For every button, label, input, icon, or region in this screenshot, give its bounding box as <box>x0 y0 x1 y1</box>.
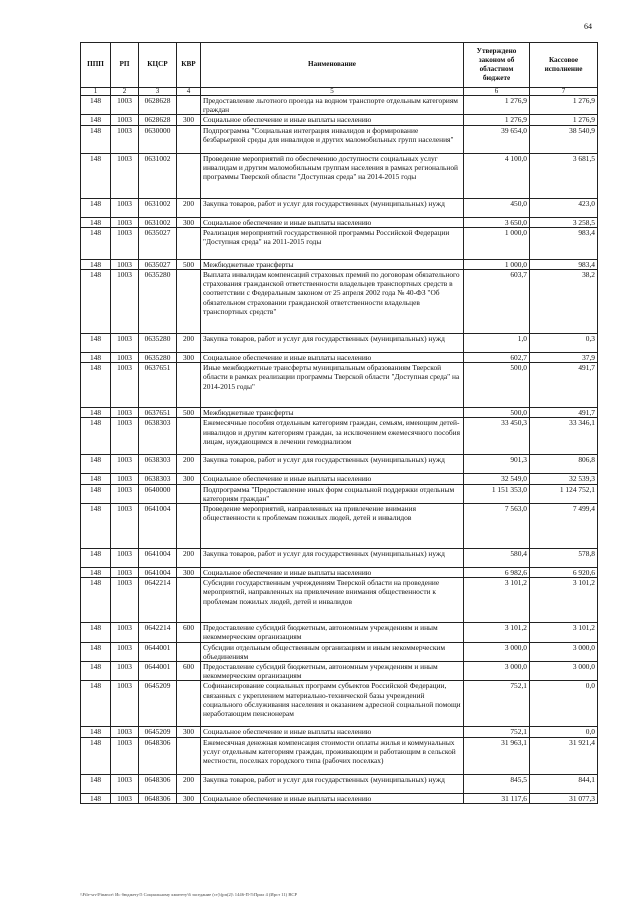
file-path-footer: \\File-srv\Finance\ Ис бюджету\5 Социальному кмитету\6 заседание (ст)\(рп(2)\ 1446-П-5\Прил 4 (Ирст 11) ВСР <box>80 892 298 897</box>
cell-kcsr: 0640000 <box>139 484 177 503</box>
cell-rp: 1003 <box>111 455 139 474</box>
budget-table <box>80 42 598 804</box>
cell-rp: 1003 <box>111 418 139 455</box>
cell-kcsr: 0637651 <box>139 363 177 408</box>
cell-kcsr: 0628628 <box>139 115 177 125</box>
cell-name: Социальное обеспечение и иные выплаты населению <box>201 568 464 578</box>
table-row <box>81 737 598 774</box>
cell-approved: 603,7 <box>464 270 530 334</box>
cell-ppp: 148 <box>81 737 111 774</box>
header-rp: РП <box>111 43 139 88</box>
cell-ppp: 148 <box>81 568 111 578</box>
cell-ppp: 148 <box>81 474 111 484</box>
table-row <box>81 623 598 642</box>
header-name: Наименование <box>201 43 464 88</box>
cell-ppp: 148 <box>81 259 111 269</box>
cell-ppp: 148 <box>81 774 111 793</box>
cell-ppp: 148 <box>81 125 111 153</box>
cell-name: Социальное обеспечение и иные выплаты населению <box>201 727 464 737</box>
cell-cash: 3 101,2 <box>530 578 598 623</box>
cell-cash: 491,7 <box>530 408 598 418</box>
cell-kcsr: 0635280 <box>139 334 177 353</box>
cell-kcsr: 0635027 <box>139 259 177 269</box>
cell-ppp: 148 <box>81 153 111 198</box>
header-kvr: КВР <box>177 43 201 88</box>
table-row <box>81 774 598 793</box>
table-row <box>81 408 598 418</box>
cell-kvr: 300 <box>177 793 201 803</box>
header-approved: Утверждено законом об областном бюджете <box>464 43 530 88</box>
cell-approved: 1,0 <box>464 334 530 353</box>
cell-cash: 31 921,4 <box>530 737 598 774</box>
cell-kcsr: 0637651 <box>139 408 177 418</box>
cell-cash: 578,8 <box>530 549 598 568</box>
column-number: 6 <box>464 88 530 96</box>
cell-approved: 752,1 <box>464 727 530 737</box>
table-row <box>81 455 598 474</box>
table-row <box>81 115 598 125</box>
cell-ppp: 148 <box>81 578 111 623</box>
cell-cash: 7 499,4 <box>530 504 598 549</box>
table-body <box>81 88 598 804</box>
cell-rp: 1003 <box>111 259 139 269</box>
cell-rp: 1003 <box>111 623 139 642</box>
cell-name: Подпрограмма "Предоставление иных форм социальной поддержки отдельным категориям граждан" <box>201 484 464 503</box>
table-row <box>81 198 598 217</box>
cell-name: Иные межбюджетные трансферты муниципальным образованиям Тверской области в рамках реализации программы Тверской области "Доступная среда" на 2014-2015 годы" <box>201 363 464 408</box>
cell-cash: 38,2 <box>530 270 598 334</box>
table-row <box>81 334 598 353</box>
cell-rp: 1003 <box>111 363 139 408</box>
cell-kcsr: 0631002 <box>139 153 177 198</box>
cell-ppp: 148 <box>81 363 111 408</box>
cell-cash: 423,0 <box>530 198 598 217</box>
cell-cash: 3 681,5 <box>530 153 598 198</box>
table-row <box>81 642 598 661</box>
cell-kvr <box>177 96 201 115</box>
table-row <box>81 484 598 503</box>
cell-rp: 1003 <box>111 681 139 727</box>
cell-name: Проведение мероприятий по обеспечению доступности социальных услуг инвалидам и другим маломобильным группам населения в рамках региональной программы Тверской области "Доступная среда" на 2014-2015 годы <box>201 153 464 198</box>
cell-kvr: 200 <box>177 549 201 568</box>
cell-approved: 3 650,0 <box>464 217 530 227</box>
cell-cash: 0,0 <box>530 727 598 737</box>
cell-kvr <box>177 153 201 198</box>
cell-ppp: 148 <box>81 408 111 418</box>
cell-approved: 500,0 <box>464 363 530 408</box>
cell-ppp: 148 <box>81 662 111 681</box>
table-row <box>81 681 598 727</box>
cell-kvr <box>177 681 201 727</box>
cell-approved: 580,4 <box>464 549 530 568</box>
table-row <box>81 125 598 153</box>
cell-ppp: 148 <box>81 418 111 455</box>
cell-rp: 1003 <box>111 270 139 334</box>
cell-name: Подпрограмма "Социальная интеграция инвалидов и формирование безбарьерной среды для инвалидов и других маломобильных групп населения" <box>201 125 464 153</box>
table-row <box>81 363 598 408</box>
table-row <box>81 549 598 568</box>
cell-kcsr: 0648306 <box>139 737 177 774</box>
cell-kcsr: 0638303 <box>139 418 177 455</box>
cell-kcsr: 0644001 <box>139 642 177 661</box>
cell-kvr <box>177 737 201 774</box>
cell-kvr: 300 <box>177 353 201 363</box>
cell-kvr: 300 <box>177 474 201 484</box>
table-row <box>81 504 598 549</box>
cell-kvr <box>177 484 201 503</box>
table-row <box>81 259 598 269</box>
cell-kcsr: 0641004 <box>139 568 177 578</box>
cell-ppp: 148 <box>81 727 111 737</box>
cell-cash: 1 276,9 <box>530 96 598 115</box>
cell-cash: 31 077,3 <box>530 793 598 803</box>
table-row <box>81 153 598 198</box>
cell-cash: 491,7 <box>530 363 598 408</box>
cell-kvr: 300 <box>177 217 201 227</box>
cell-cash: 33 346,1 <box>530 418 598 455</box>
cell-ppp: 148 <box>81 217 111 227</box>
column-number: 4 <box>177 88 201 96</box>
cell-ppp: 148 <box>81 484 111 503</box>
cell-kvr <box>177 227 201 259</box>
cell-kcsr: 0644001 <box>139 662 177 681</box>
cell-ppp: 148 <box>81 681 111 727</box>
cell-approved: 32 549,0 <box>464 474 530 484</box>
cell-kvr: 600 <box>177 623 201 642</box>
table-row <box>81 578 598 623</box>
cell-name: Субсидии государственным учреждениям Тверской области на проведение мероприятий, направленных на привлечение внимания общественности к проблемам пожилых людей, детей и инвалидов <box>201 578 464 623</box>
cell-approved: 3 000,0 <box>464 642 530 661</box>
cell-rp: 1003 <box>111 484 139 503</box>
cell-ppp: 148 <box>81 642 111 661</box>
cell-approved: 500,0 <box>464 408 530 418</box>
cell-kcsr: 0638303 <box>139 455 177 474</box>
header-cash: Кассовое исполнение <box>530 43 598 88</box>
cell-name: Закупка товаров, работ и услуг для государственных (муниципальных) нужд <box>201 455 464 474</box>
column-number: 7 <box>530 88 598 96</box>
cell-cash: 1 276,9 <box>530 115 598 125</box>
cell-name: Предоставление субсидий бюджетным, автономным учреждениям и иным некоммерческим организациям <box>201 662 464 681</box>
cell-name: Субсидии отдельным общественным организациям и иным некоммерческим объединениям <box>201 642 464 661</box>
cell-kcsr: 0645209 <box>139 681 177 727</box>
table-row <box>81 662 598 681</box>
cell-rp: 1003 <box>111 737 139 774</box>
cell-kvr: 600 <box>177 662 201 681</box>
cell-rp: 1003 <box>111 115 139 125</box>
cell-approved: 4 100,0 <box>464 153 530 198</box>
cell-name: Социальное обеспечение и иные выплаты населению <box>201 115 464 125</box>
cell-rp: 1003 <box>111 793 139 803</box>
cell-cash: 1 124 752,1 <box>530 484 598 503</box>
cell-kcsr: 0630000 <box>139 125 177 153</box>
column-number: 5 <box>201 88 464 96</box>
cell-rp: 1003 <box>111 227 139 259</box>
cell-kvr: 300 <box>177 568 201 578</box>
cell-kvr <box>177 363 201 408</box>
cell-kvr: 200 <box>177 455 201 474</box>
cell-cash: 32 539,3 <box>530 474 598 484</box>
page-number: 64 <box>584 22 592 31</box>
cell-cash: 37,9 <box>530 353 598 363</box>
cell-ppp: 148 <box>81 549 111 568</box>
cell-approved: 3 101,2 <box>464 623 530 642</box>
cell-name: Межбюджетные трансферты <box>201 259 464 269</box>
cell-kvr: 200 <box>177 198 201 217</box>
cell-name: Социальное обеспечение и иные выплаты населению <box>201 793 464 803</box>
cell-name: Ежемесячные пособия отдельным категориям граждан, семьям, имеющим детей-инвалидов и другим категориям граждан, за исключением ежемесячного пособия лицам, нуждающимся в лечении гемодиализом <box>201 418 464 455</box>
cell-kvr: 500 <box>177 408 201 418</box>
cell-rp: 1003 <box>111 125 139 153</box>
cell-ppp: 148 <box>81 455 111 474</box>
cell-name: Закупка товаров, работ и услуг для государственных (муниципальных) нужд <box>201 198 464 217</box>
cell-rp: 1003 <box>111 353 139 363</box>
cell-kcsr: 0645209 <box>139 727 177 737</box>
cell-rp: 1003 <box>111 578 139 623</box>
cell-kvr: 500 <box>177 259 201 269</box>
cell-kcsr: 0628628 <box>139 96 177 115</box>
cell-name: Ежемесячная денежная компенсация стоимости оплаты жилья и коммунальных услуг отдельным категориям граждан, проживающим и работающим в сельской местности, поселках городского типа (рабочих поселках) <box>201 737 464 774</box>
cell-rp: 1003 <box>111 662 139 681</box>
cell-rp: 1003 <box>111 408 139 418</box>
table-row <box>81 418 598 455</box>
cell-approved: 1 276,9 <box>464 115 530 125</box>
cell-kcsr: 0635027 <box>139 227 177 259</box>
cell-rp: 1003 <box>111 642 139 661</box>
cell-approved: 752,1 <box>464 681 530 727</box>
cell-approved: 1 000,0 <box>464 259 530 269</box>
cell-cash: 983,4 <box>530 227 598 259</box>
header-ppp: ППП <box>81 43 111 88</box>
cell-approved: 7 563,0 <box>464 504 530 549</box>
cell-rp: 1003 <box>111 549 139 568</box>
cell-name: Софинансирование социальных программ субъектов Российской Федерации, связанных с укреплением материально-технической базы учреждений социального обслуживания населения и оказанием адресной социальной помощи неработающим пенсионерам <box>201 681 464 727</box>
column-number: 1 <box>81 88 111 96</box>
cell-cash: 0,3 <box>530 334 598 353</box>
cell-kvr <box>177 578 201 623</box>
cell-name: Закупка товаров, работ и услуг для государственных (муниципальных) нужд <box>201 334 464 353</box>
cell-approved: 1 151 353,0 <box>464 484 530 503</box>
cell-approved: 31 117,6 <box>464 793 530 803</box>
cell-ppp: 148 <box>81 623 111 642</box>
cell-kvr <box>177 504 201 549</box>
cell-kcsr: 0641004 <box>139 549 177 568</box>
cell-name: Закупка товаров, работ и услуг для государственных (муниципальных) нужд <box>201 774 464 793</box>
table-row <box>81 793 598 803</box>
cell-name: Предоставление субсидий бюджетным, автономным учреждениям и иным некоммерческим организациям <box>201 623 464 642</box>
cell-ppp: 148 <box>81 270 111 334</box>
cell-kvr <box>177 642 201 661</box>
cell-kcsr: 0631002 <box>139 217 177 227</box>
cell-ppp: 148 <box>81 227 111 259</box>
cell-cash: 3 101,2 <box>530 623 598 642</box>
cell-approved: 3 101,2 <box>464 578 530 623</box>
cell-kvr <box>177 270 201 334</box>
cell-rp: 1003 <box>111 568 139 578</box>
cell-name: Предоставление льготного проезда на водном транспорте отдельным категориям граждан <box>201 96 464 115</box>
cell-kvr: 200 <box>177 774 201 793</box>
cell-approved: 602,7 <box>464 353 530 363</box>
cell-approved: 33 450,3 <box>464 418 530 455</box>
cell-approved: 31 963,1 <box>464 737 530 774</box>
cell-name: Межбюджетные трансферты <box>201 408 464 418</box>
cell-name: Выплата инвалидам компенсаций страховых премий по договорам обязательного страхования гражданской ответственности владельцев транспортных средств в соответствии с Федеральным законом от 25 апреля 2002 года № 40-ФЗ "Об обязательном страховании гражданской ответственности владельцев транспортных средств" <box>201 270 464 334</box>
cell-ppp: 148 <box>81 334 111 353</box>
cell-kcsr: 0642214 <box>139 623 177 642</box>
column-number: 3 <box>139 88 177 96</box>
cell-cash: 844,1 <box>530 774 598 793</box>
cell-kcsr: 0638303 <box>139 474 177 484</box>
cell-rp: 1003 <box>111 727 139 737</box>
cell-name: Реализация мероприятий государственной программы Российской Федерации "Доступная среда" на 2011-2015 годы <box>201 227 464 259</box>
cell-name: Проведение мероприятий, направленных на привлечение внимания общественности к проблемам пожилых людей, детей и инвалидов <box>201 504 464 549</box>
cell-approved: 901,3 <box>464 455 530 474</box>
table-row <box>81 270 598 334</box>
cell-approved: 450,0 <box>464 198 530 217</box>
cell-cash: 6 920,6 <box>530 568 598 578</box>
column-number-row <box>81 88 598 96</box>
cell-cash: 3 258,5 <box>530 217 598 227</box>
cell-rp: 1003 <box>111 774 139 793</box>
cell-cash: 38 540,9 <box>530 125 598 153</box>
cell-cash: 806,8 <box>530 455 598 474</box>
table-row <box>81 227 598 259</box>
cell-name: Социальное обеспечение и иные выплаты населению <box>201 474 464 484</box>
cell-kvr: 300 <box>177 115 201 125</box>
cell-cash: 3 000,0 <box>530 642 598 661</box>
cell-rp: 1003 <box>111 504 139 549</box>
header-kcsr: КЦСР <box>139 43 177 88</box>
cell-ppp: 148 <box>81 115 111 125</box>
cell-approved: 1 276,9 <box>464 96 530 115</box>
column-number: 2 <box>111 88 139 96</box>
table-row <box>81 568 598 578</box>
table-row <box>81 727 598 737</box>
cell-kcsr: 0635280 <box>139 353 177 363</box>
cell-kvr: 300 <box>177 727 201 737</box>
cell-approved: 39 654,0 <box>464 125 530 153</box>
cell-cash: 0,0 <box>530 681 598 727</box>
cell-rp: 1003 <box>111 334 139 353</box>
cell-kvr: 200 <box>177 334 201 353</box>
cell-kvr <box>177 125 201 153</box>
cell-ppp: 148 <box>81 198 111 217</box>
cell-kcsr: 0648306 <box>139 774 177 793</box>
table-row <box>81 217 598 227</box>
cell-kcsr: 0631002 <box>139 198 177 217</box>
table-header <box>81 43 598 88</box>
cell-ppp: 148 <box>81 793 111 803</box>
cell-approved: 6 982,6 <box>464 568 530 578</box>
cell-ppp: 148 <box>81 96 111 115</box>
table-row <box>81 474 598 484</box>
cell-cash: 3 000,0 <box>530 662 598 681</box>
cell-name: Социальное обеспечение и иные выплаты населению <box>201 353 464 363</box>
cell-approved: 845,5 <box>464 774 530 793</box>
table-row <box>81 96 598 115</box>
cell-kcsr: 0635280 <box>139 270 177 334</box>
cell-kcsr: 0641004 <box>139 504 177 549</box>
cell-kvr <box>177 418 201 455</box>
cell-rp: 1003 <box>111 474 139 484</box>
cell-approved: 1 000,0 <box>464 227 530 259</box>
table-row <box>81 353 598 363</box>
cell-name: Закупка товаров, работ и услуг для государственных (муниципальных) нужд <box>201 549 464 568</box>
cell-rp: 1003 <box>111 153 139 198</box>
cell-ppp: 148 <box>81 353 111 363</box>
cell-approved: 3 000,0 <box>464 662 530 681</box>
cell-kcsr: 0648306 <box>139 793 177 803</box>
cell-name: Социальное обеспечение и иные выплаты населению <box>201 217 464 227</box>
cell-kcsr: 0642214 <box>139 578 177 623</box>
cell-ppp: 148 <box>81 504 111 549</box>
cell-rp: 1003 <box>111 198 139 217</box>
cell-cash: 983,4 <box>530 259 598 269</box>
cell-rp: 1003 <box>111 96 139 115</box>
cell-rp: 1003 <box>111 217 139 227</box>
